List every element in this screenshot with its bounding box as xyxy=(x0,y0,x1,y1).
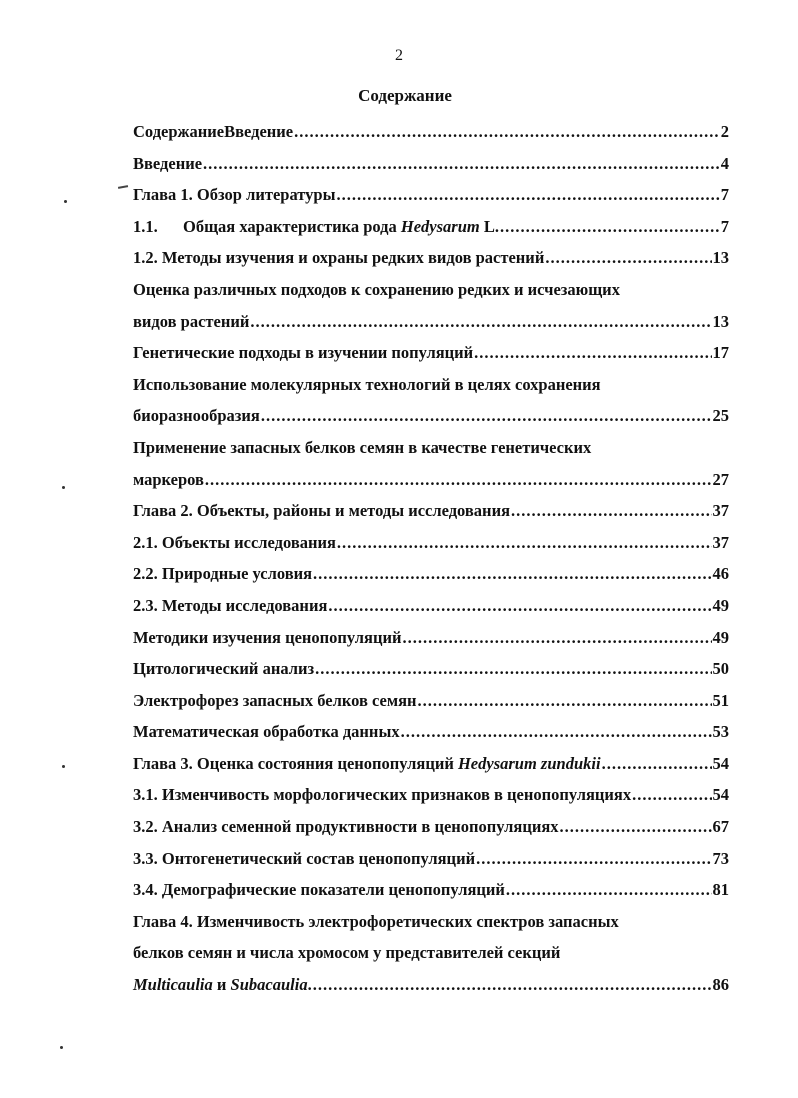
page-ref: 2 xyxy=(720,122,729,141)
page-ref: 37 xyxy=(712,532,729,552)
dot-leader xyxy=(476,843,711,875)
entry-label: СодержаниеВведение xyxy=(133,122,294,141)
entry-label: Введение xyxy=(133,153,203,173)
toc-entry xyxy=(133,590,729,622)
page-ref: 53 xyxy=(712,722,729,742)
dot-leader xyxy=(337,527,712,559)
toc-entry xyxy=(133,811,729,843)
entry-label: 3.2. Анализ семенной продуктивности в ценопопуляциях xyxy=(133,817,559,837)
dot-leader xyxy=(474,337,711,369)
page-number: 2 xyxy=(395,47,403,64)
toc-entry-line: Глава 4. Изменчивость электрофоретических спектров запасных xyxy=(133,911,619,931)
entry-label: Генетические подходы в изучении популяций xyxy=(133,343,474,363)
page-ref: 7 xyxy=(720,216,729,236)
scan-speck xyxy=(60,1046,63,1049)
page-ref: 49 xyxy=(712,627,729,647)
dot-leader xyxy=(506,874,712,906)
section-number: 1.1. xyxy=(133,216,158,236)
dot-leader xyxy=(315,653,711,685)
toc-entry xyxy=(133,748,729,780)
toc-entry xyxy=(133,843,729,875)
page-ref: 17 xyxy=(712,343,729,363)
scan-speck xyxy=(64,200,67,203)
entry-label: биоразнообразия xyxy=(133,406,260,426)
dot-leader xyxy=(560,811,712,843)
page-ref: 7 xyxy=(720,185,729,205)
dot-leader xyxy=(250,306,711,338)
toc-title: Содержание xyxy=(358,86,452,105)
section-name: Multicaulia xyxy=(133,975,213,995)
toc-entry xyxy=(133,179,729,211)
toc-entry xyxy=(133,242,729,274)
entry-label: Математическая обработка данных xyxy=(133,722,400,742)
table-of-contents xyxy=(133,116,729,1001)
taxon-name: Hedysarum xyxy=(400,216,480,236)
taxon-name: Hedysarum zundukii xyxy=(457,753,601,773)
entry-label: 3.3. Онтогенетический состав ценопопуляций xyxy=(133,848,476,868)
dot-leader xyxy=(602,748,712,780)
dot-leader xyxy=(545,242,711,274)
dot-leader xyxy=(313,558,711,590)
toc-entry xyxy=(133,148,729,180)
toc-entry xyxy=(133,558,729,590)
entry-label: 1.2. Методы изучения и охраны редких видов растений xyxy=(133,248,545,268)
toc-entry xyxy=(133,622,729,654)
page-ref: 54 xyxy=(712,785,729,805)
toc-entry-line: Использование молекулярных технологий в целях сохранения xyxy=(133,374,601,394)
page-ref: 46 xyxy=(712,564,729,584)
page-ref: 49 xyxy=(712,595,729,615)
page-ref: 4 xyxy=(720,153,729,173)
page-ref: 81 xyxy=(712,880,729,900)
entry-label: 2.1. Объекты исследования xyxy=(133,532,336,552)
page-ref: 27 xyxy=(712,469,729,489)
scan-speck xyxy=(62,765,65,768)
page-ref: 50 xyxy=(712,659,729,679)
dot-leader xyxy=(203,148,720,180)
dot-leader xyxy=(294,116,720,148)
page-ref: 54 xyxy=(712,753,729,773)
page-ref: 73 xyxy=(712,848,729,868)
dot-leader xyxy=(500,211,720,243)
toc-entry xyxy=(133,716,729,748)
entry-label: Электрофорез запасных белков семян xyxy=(133,690,417,710)
toc-entry-line: белков семян и числа хромосом у представителей секций xyxy=(133,943,561,963)
toc-entry-line: Оценка различных подходов к сохранению редких и исчезающих xyxy=(133,279,620,299)
entry-label: 1.1. Общая характеристика рода Hedysarum L. xyxy=(133,211,499,243)
entry-label: Multicaulia и Subacaulia. xyxy=(133,975,312,995)
toc-entry xyxy=(133,685,729,717)
toc-entry xyxy=(133,874,729,906)
entry-label: видов растений xyxy=(133,311,250,331)
page-ref: 25 xyxy=(712,406,729,426)
dot-leader xyxy=(511,495,711,527)
page-ref: 13 xyxy=(712,311,729,331)
dot-leader xyxy=(418,685,712,717)
entry-label: Цитологический анализ xyxy=(133,659,315,679)
page-ref: 51 xyxy=(712,690,729,710)
toc-entry xyxy=(133,116,729,148)
entry-label: 2.2. Природные условия xyxy=(133,564,313,584)
scan-mark xyxy=(118,185,128,188)
toc-entry xyxy=(133,306,729,338)
toc-entry xyxy=(133,400,729,432)
toc-entry xyxy=(133,337,729,369)
page-ref: 67 xyxy=(712,817,729,837)
entry-label: 2.3. Методы исследования xyxy=(133,595,328,615)
dot-leader xyxy=(313,969,712,1001)
dot-leader xyxy=(328,590,711,622)
toc-entry-line: Применение запасных белков семян в качестве генетических xyxy=(133,437,592,457)
toc-entry xyxy=(133,653,729,685)
entry-label: 3.4. Демографические показатели ценопопуляций xyxy=(133,880,505,900)
section-name: Subacaulia xyxy=(230,975,308,995)
page-ref: 13 xyxy=(712,248,729,268)
dot-leader xyxy=(261,400,712,432)
dot-leader xyxy=(205,464,712,496)
toc-entry xyxy=(133,527,729,559)
entry-label: Методики изучения ценопопуляций xyxy=(133,627,402,647)
toc-entry xyxy=(133,969,729,1001)
dot-leader xyxy=(402,622,711,654)
entry-label: 3.1. Изменчивость морфологических признаков в ценопопуляциях xyxy=(133,785,632,805)
toc-entry xyxy=(133,779,729,811)
toc-entry xyxy=(133,464,729,496)
page-ref: 86 xyxy=(712,975,729,995)
dot-leader xyxy=(632,779,711,811)
entry-label: маркеров xyxy=(133,469,204,489)
toc-entry xyxy=(133,211,729,243)
dot-leader xyxy=(401,716,712,748)
page-ref: 37 xyxy=(712,501,729,521)
toc-entry xyxy=(133,495,729,527)
scan-speck xyxy=(62,486,65,489)
dot-leader xyxy=(337,179,720,211)
entry-label: Глава 2. Объекты, районы и методы исследования xyxy=(133,501,511,521)
entry-label: Глава 1. Обзор литературы xyxy=(133,185,336,205)
entry-label: Глава 3. Оценка состояния ценопопуляций Hedysarum zundukii xyxy=(133,753,601,773)
